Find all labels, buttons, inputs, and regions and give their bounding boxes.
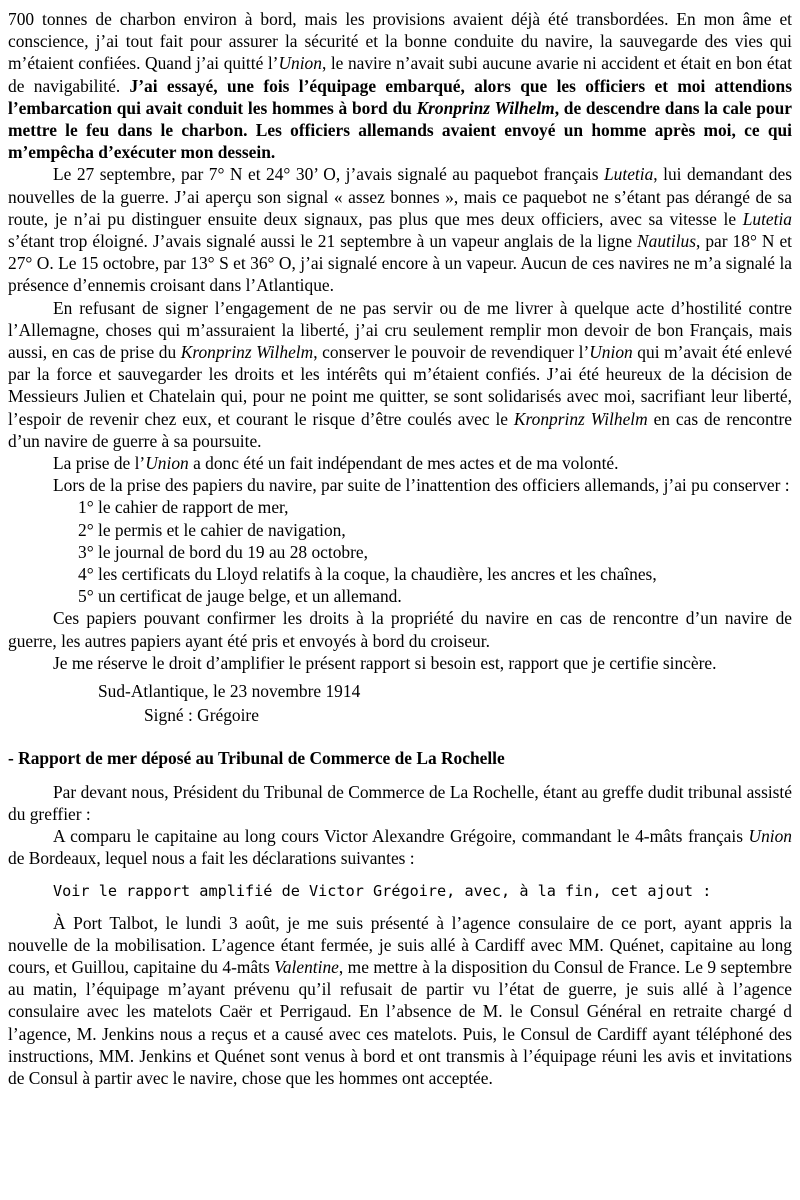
ship-name: Union [145,453,189,474]
ship-name: Union [748,826,792,847]
ship-name: Kronprinz Wilhelm [513,408,648,429]
paragraph-papers-intro: Lors de la prise des papiers du navire, par suite de l’inattention des officiers allemands, j’ai pu conserver : [53,475,790,496]
list-item: 3° le journal de bord du 19 au 28 octobre, [78,541,368,562]
paragraph-signals: Le 27 septembre, par 7° N et 24° 30’ O, j’avais signalé au paquebot français Lutetia, lui demandant des nouvelles de la guerre. J’ai aperçu son signal « assez bonnes », mais ce paquebot ne s’étant pas dérangé de sa route, je n’ai pu distinguer ensuite deux signaux, pas plus que mes deux officiers, avec sa vitesse le Lutetia s’étant trop éloigné. J’avais signalé aussi le 21 septembre à un vapeur anglais de la ligne Nautilus, par 18° N et 27° O. Le 15 octobre, par 13° S et 36° O, j’ai signalé encore à un vapeur. Aucun de ces navires ne m’a signalé la présence d’ennemis croisant dans l’Atlantique. [8,164,793,296]
ship-name: Lutetia [604,164,654,185]
document-page [8,8,792,1089]
ship-name: Kronprinz Wilhelm [416,97,555,118]
section-heading: - Rapport de mer déposé au Tribunal de Commerce de La Rochelle [8,747,505,768]
ship-name: Kronprinz Wilhelm [180,342,314,363]
list-item: 2° le permis et le cahier de navigation, [78,519,346,540]
ship-name: Union [589,342,633,363]
ship-name: Valentine [274,956,339,977]
ship-name: Union [278,53,322,74]
signature-place-date: Sud-Atlantique, le 23 novembre 1914 [98,681,361,702]
paragraph-papers-rights: Ces papiers pouvant confirmer les droits à la propriété du navire en cas de rencontre d’un navire de guerre, les autres papiers ayant été pris et envoyés à bord du croiseur. [8,608,792,651]
list-item: 5° un certificat de jauge belge, et un allemand. [78,586,402,607]
ship-name: Nautilus [637,231,696,252]
paragraph-coal-and-escape-attempt: 700 tonnes de charbon environ à bord, mais les provisions avaient déjà été transbordées. En mon âme et conscience, j’ai tout fait pour assurer la sécurité et la bonne conduite du navire, la sauvegarde des vies qui m’étaient confiées. Quand j’ai quitté l’Union, le navire n’avait subi aucune avarie ni accident et était en bon état de navigabilité. J’ai essayé, une fois l’équipage embarqué, alors que les officiers et moi attendions l’embarcation qui avait conduit les hommes à bord du Kronprinz Wilhelm, de descendre dans la cale pour mettre le feu dans le charbon. Les officiers allemands avaient envoyé un homme après moi, ce qui m’empêcha d’exécuter mon dessein. [8,9,793,163]
paragraph-refusal: En refusant de signer l’engagement de ne pas servir ou de me livrer à quelque acte d’hostilité contre l’Allemagne, choses qui m’assuraient la liberté, j’ai cru seulement remplir mon devoir de bon Français, mais aussi, en cas de prise du Kronprinz Wilhelm, conserver le pouvoir de revendiquer l’Union qui m’avait été enlevé par la force et sauvegarder les droits et les intérêts qui m’étaient confiés. J’ai été heureux de la décision de Messieurs Julien et Chatelain qui, pour ne point me quitter, se sont solidarisés avec moi, sacrifiant leur liberté, l’espoir de revenir chez eux, et courant le risque d’être coulés avec le Kronprinz Wilhelm en cas de rencontre d’un navire de guerre à sa poursuite. [8,297,792,451]
list-item: 1° le cahier de rapport de mer, [78,497,289,518]
editor-note: Voir le rapport amplifié de Victor Grégoire, avec, à la fin, cet ajout : [53,881,712,900]
papers-list [8,496,792,607]
paragraph-port-talbot: À Port Talbot, le lundi 3 août, je me suis présenté à l’agence consulaire de ce port, ayant appris la nouvelle de la mobilisation. L’agence étant fermée, je suis allé à Cardiff avec MM. Quénet, capitaine au long cours, et Guillou, capitaine du 4-mâts Valentine, me mettre à la disposition du Consul de France. Le 9 septembre au matin, l’équipage m’ayant prévenu qu’il refusait de partir vu l’état de guerre, je suis allé à l’agence consulaire avec les matelots Caër et Perrigaud. En l’absence de M. le Consul Général en retraite chargé d l’agence, M. Jenkins nous a reçus et a causé avec ces matelots. Puis, le Consul de Cardiff ayant téléphoné des instructions, MM. Jenkins et Quénet sont venus à bord et ont transmis à l’équipage réuni les avis et invitations de Consul à partir avec le navire, chose que les hommes ont acceptée. [8,912,793,1088]
paragraph-tribunal: Par devant nous, Président du Tribunal de Commerce de La Rochelle, étant au greffe dudit tribunal assisté du greffier : [8,781,792,824]
ship-name: Lutetia [742,208,792,229]
paragraph-appearance: A comparu le capitaine au long cours Victor Alexandre Grégoire, commandant le 4-mâts français Union de Bordeaux, lequel nous a fait les déclarations suivantes : [8,826,792,869]
paragraph-reserve: Je me réserve le droit d’amplifier le présent rapport si besoin est, rapport que je certifie sincère. [53,652,717,673]
signature-name: Signé : Grégoire [144,705,259,726]
list-item: 4° les certificats du Lloyd relatifs à la coque, la chaudière, les ancres et les chaînes, [78,564,657,585]
bold-passage: J’ai essayé, une fois l’équipage embarqué, alors que les officiers et moi attendions l’embarcation qui avait conduit les hommes à bord du Kronprinz Wilhelm, de descendre dans la cale pour mettre le feu dans le charbon. Les officiers allemands avaient envoyé un homme après moi, ce qui m’empêcha d’exécuter mon dessein. [8,75,793,163]
paragraph-capture: La prise de l’Union a donc été un fait indépendant de mes actes et de ma volonté. [53,453,619,474]
